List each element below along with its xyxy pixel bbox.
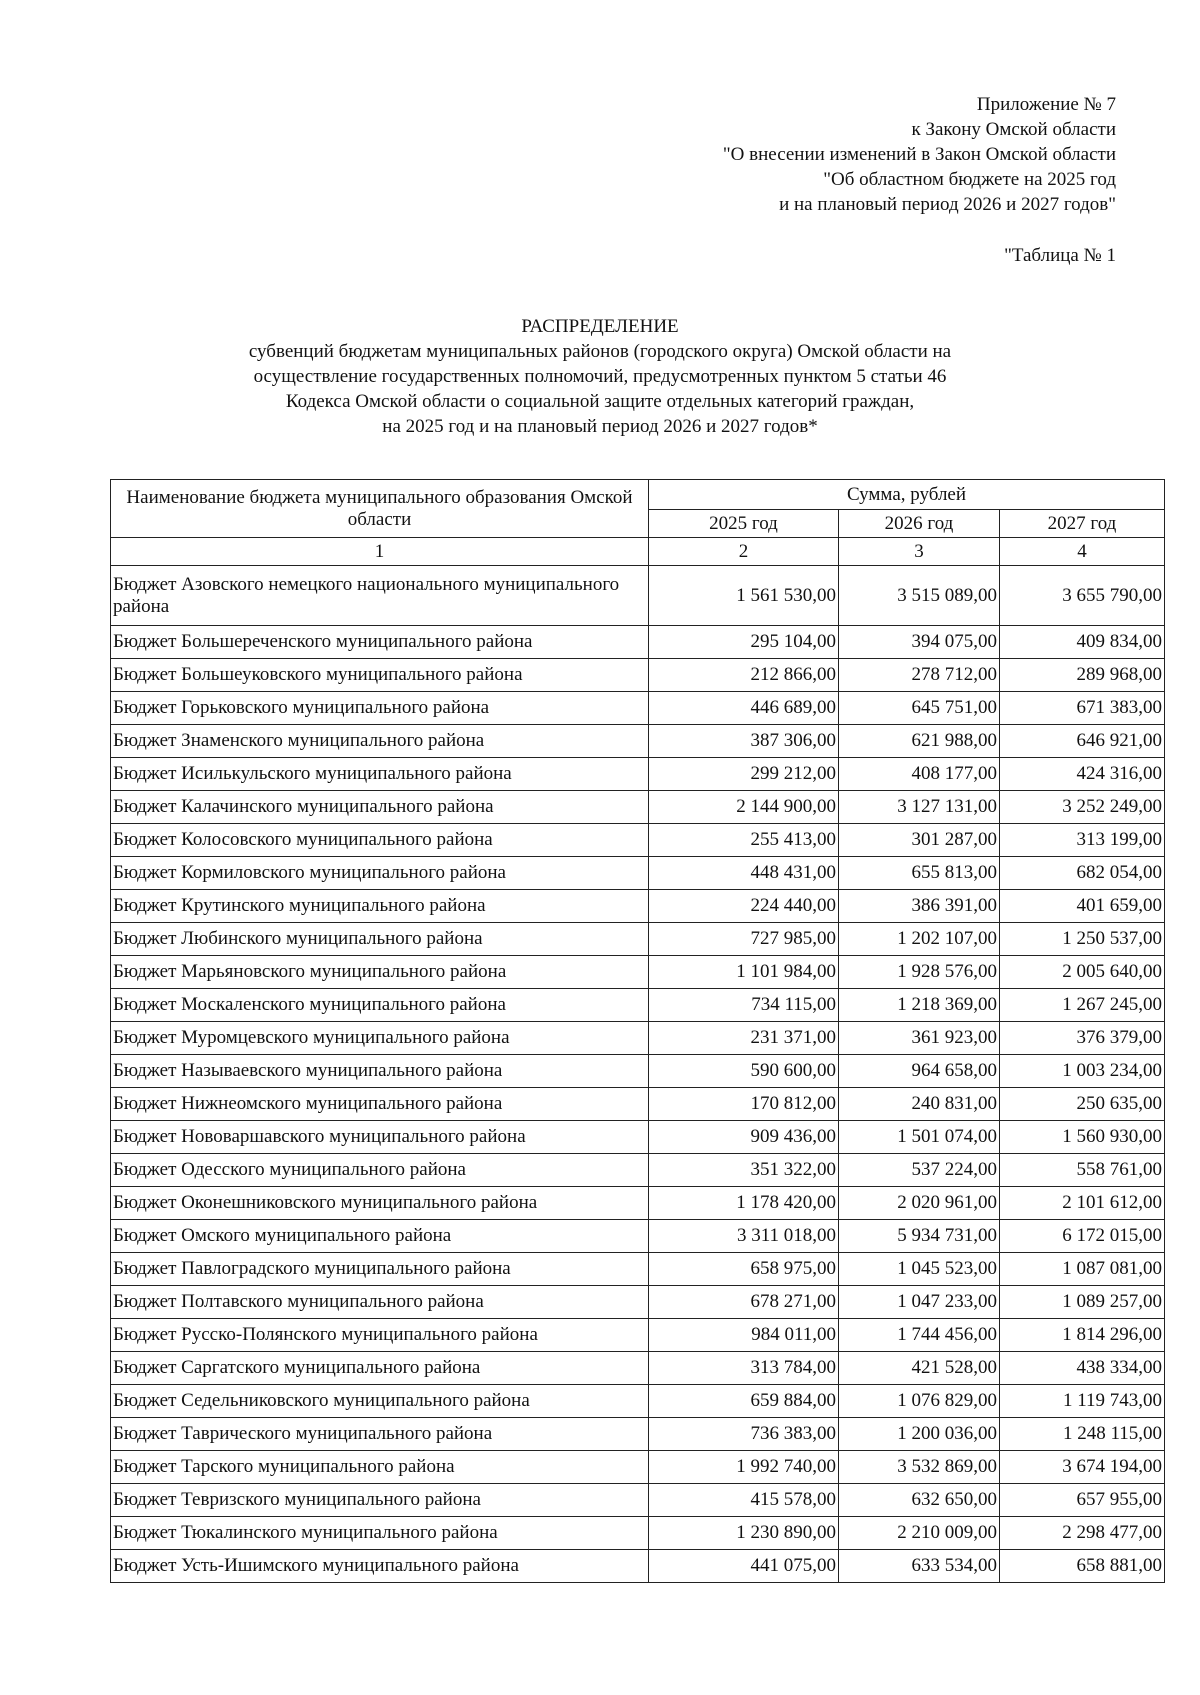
row-value-2026: 408 177,00 [839, 758, 1000, 791]
row-name-cell: Бюджет Нижнеомского муниципального района [111, 1088, 649, 1121]
table-row [111, 1154, 1165, 1187]
table-body [111, 566, 1165, 1583]
row-name-cell: Бюджет Кормиловского муниципального района [111, 857, 649, 890]
table-row [111, 1550, 1165, 1583]
row-value-2025: 1 101 984,00 [649, 956, 839, 989]
row-value-2027: 1 089 257,00 [1000, 1286, 1165, 1319]
row-value-2027: 657 955,00 [1000, 1484, 1165, 1517]
row-name-cell: Бюджет Большереченского муниципального района [111, 626, 649, 659]
row-value-2025: 299 212,00 [649, 758, 839, 791]
title-line: на 2025 год и на плановый период 2026 и 2027 годов* [382, 416, 818, 437]
row-value-2026: 1 744 456,00 [839, 1319, 1000, 1352]
row-value-2027: 3 674 194,00 [1000, 1451, 1165, 1484]
row-value-2025: 1 561 530,00 [649, 566, 839, 626]
col-number-2: 2 [649, 538, 839, 566]
row-value-2027: 376 379,00 [1000, 1022, 1165, 1055]
appendix-line: и на плановый период 2026 и 2027 годов" [779, 194, 1116, 215]
row-value-2026: 1 200 036,00 [839, 1418, 1000, 1451]
row-value-2025: 295 104,00 [649, 626, 839, 659]
table-row [111, 566, 1165, 626]
table-row [111, 692, 1165, 725]
row-value-2025: 678 271,00 [649, 1286, 839, 1319]
row-value-2027: 658 881,00 [1000, 1550, 1165, 1583]
row-value-2026: 301 287,00 [839, 824, 1000, 857]
row-value-2025: 448 431,00 [649, 857, 839, 890]
col-header-2026: 2026 год [839, 510, 1000, 538]
row-value-2026: 278 712,00 [839, 659, 1000, 692]
row-value-2025: 3 311 018,00 [649, 1220, 839, 1253]
row-value-2025: 212 866,00 [649, 659, 839, 692]
row-name-cell: Бюджет Таврического муниципального района [111, 1418, 649, 1451]
row-value-2027: 401 659,00 [1000, 890, 1165, 923]
table-row [111, 1022, 1165, 1055]
table-row [111, 725, 1165, 758]
table-row [111, 791, 1165, 824]
row-name-cell: Бюджет Называевского муниципального района [111, 1055, 649, 1088]
row-value-2025: 2 144 900,00 [649, 791, 839, 824]
row-value-2027: 1 814 296,00 [1000, 1319, 1165, 1352]
table-row [111, 824, 1165, 857]
row-name-cell: Бюджет Полтавского муниципального района [111, 1286, 649, 1319]
col-number-3: 3 [839, 538, 1000, 566]
row-value-2025: 351 322,00 [649, 1154, 839, 1187]
row-value-2027: 409 834,00 [1000, 626, 1165, 659]
row-value-2026: 3 515 089,00 [839, 566, 1000, 626]
appendix-line: Приложение № 7 [976, 94, 1116, 115]
row-name-cell: Бюджет Тарского муниципального района [111, 1451, 649, 1484]
row-value-2026: 964 658,00 [839, 1055, 1000, 1088]
row-value-2025: 231 371,00 [649, 1022, 839, 1055]
table-row [111, 1385, 1165, 1418]
table-row [111, 956, 1165, 989]
row-value-2026: 421 528,00 [839, 1352, 1000, 1385]
row-value-2026: 386 391,00 [839, 890, 1000, 923]
col-header-sum: Сумма, рублей [649, 480, 1165, 510]
row-value-2027: 671 383,00 [1000, 692, 1165, 725]
row-name-cell: Бюджет Седельниковского муниципального района [111, 1385, 649, 1418]
row-value-2025: 909 436,00 [649, 1121, 839, 1154]
row-name-cell: Бюджет Знаменского муниципального района [111, 725, 649, 758]
row-name-cell: Бюджет Горьковского муниципального района [111, 692, 649, 725]
row-value-2026: 394 075,00 [839, 626, 1000, 659]
row-value-2027: 2 298 477,00 [1000, 1517, 1165, 1550]
row-name-cell: Бюджет Колосовского муниципального района [111, 824, 649, 857]
row-value-2026: 361 923,00 [839, 1022, 1000, 1055]
row-name-cell: Бюджет Марьяновского муниципального района [111, 956, 649, 989]
row-value-2026: 1 045 523,00 [839, 1253, 1000, 1286]
row-value-2027: 1 250 537,00 [1000, 923, 1165, 956]
row-value-2027: 3 252 249,00 [1000, 791, 1165, 824]
row-value-2027: 250 635,00 [1000, 1088, 1165, 1121]
table-row [111, 1286, 1165, 1319]
table-row [111, 1055, 1165, 1088]
table-row [111, 1352, 1165, 1385]
row-value-2026: 1 202 107,00 [839, 923, 1000, 956]
appendix-line: к Закону Омской области [911, 119, 1116, 140]
table-row [111, 1253, 1165, 1286]
row-name-cell: Бюджет Большеуковского муниципального района [111, 659, 649, 692]
title-line: Кодекса Омской области о социальной защите отдельных категорий граждан, [285, 391, 915, 412]
appendix-line: "Об областном бюджете на 2025 год [823, 169, 1116, 190]
table-row [111, 659, 1165, 692]
row-value-2025: 734 115,00 [649, 989, 839, 1022]
table-row [111, 626, 1165, 659]
row-value-2025: 590 600,00 [649, 1055, 839, 1088]
row-value-2026: 3 532 869,00 [839, 1451, 1000, 1484]
row-value-2026: 1 218 369,00 [839, 989, 1000, 1022]
row-value-2026: 2 210 009,00 [839, 1517, 1000, 1550]
table-row [111, 1088, 1165, 1121]
row-value-2025: 736 383,00 [649, 1418, 839, 1451]
row-value-2027: 438 334,00 [1000, 1352, 1165, 1385]
row-value-2025: 313 784,00 [649, 1352, 839, 1385]
title-line: субвенций бюджетам муниципальных районов (городского округа) Омской области на [248, 341, 952, 362]
row-name-cell: Бюджет Саргатского муниципального района [111, 1352, 649, 1385]
row-value-2026: 537 224,00 [839, 1154, 1000, 1187]
col-header-2025: 2025 год [649, 510, 839, 538]
row-name-cell: Бюджет Азовского немецкого национального муниципального района [111, 566, 649, 626]
row-name-cell: Бюджет Оконешниковского муниципального района [111, 1187, 649, 1220]
row-value-2026: 1 047 233,00 [839, 1286, 1000, 1319]
document-title [110, 314, 1090, 439]
row-value-2027: 424 316,00 [1000, 758, 1165, 791]
table-row [111, 857, 1165, 890]
row-value-2026: 655 813,00 [839, 857, 1000, 890]
col-number-1: 1 [111, 538, 649, 566]
row-value-2025: 255 413,00 [649, 824, 839, 857]
row-value-2027: 3 655 790,00 [1000, 566, 1165, 626]
table-row [111, 989, 1165, 1022]
row-value-2026: 240 831,00 [839, 1088, 1000, 1121]
row-value-2026: 3 127 131,00 [839, 791, 1000, 824]
row-value-2025: 224 440,00 [649, 890, 839, 923]
row-name-cell: Бюджет Павлоградского муниципального района [111, 1253, 649, 1286]
row-value-2027: 2 101 612,00 [1000, 1187, 1165, 1220]
subvention-table [110, 479, 1165, 1583]
appendix-header [516, 92, 1116, 217]
row-value-2025: 658 975,00 [649, 1253, 839, 1286]
row-value-2025: 387 306,00 [649, 725, 839, 758]
row-value-2025: 441 075,00 [649, 1550, 839, 1583]
row-value-2027: 1 267 245,00 [1000, 989, 1165, 1022]
row-value-2027: 682 054,00 [1000, 857, 1165, 890]
table-row [111, 1418, 1165, 1451]
row-value-2026: 5 934 731,00 [839, 1220, 1000, 1253]
appendix-line: "О внесении изменений в Закон Омской области [722, 144, 1116, 165]
row-value-2026: 2 020 961,00 [839, 1187, 1000, 1220]
row-value-2026: 633 534,00 [839, 1550, 1000, 1583]
row-value-2026: 632 650,00 [839, 1484, 1000, 1517]
row-name-cell: Бюджет Москаленского муниципального района [111, 989, 649, 1022]
title-line: осуществление государственных полномочий, предусмотренных пунктом 5 статьи 46 [253, 366, 947, 387]
row-name-cell: Бюджет Калачинского муниципального района [111, 791, 649, 824]
row-value-2025: 1 178 420,00 [649, 1187, 839, 1220]
table-row [111, 1121, 1165, 1154]
row-value-2027: 289 968,00 [1000, 659, 1165, 692]
table-row [111, 1319, 1165, 1352]
row-name-cell: Бюджет Крутинского муниципального района [111, 890, 649, 923]
row-name-cell: Бюджет Тюкалинского муниципального района [111, 1517, 649, 1550]
row-value-2025: 415 578,00 [649, 1484, 839, 1517]
table-row [111, 1187, 1165, 1220]
row-value-2027: 1 087 081,00 [1000, 1253, 1165, 1286]
row-value-2025: 1 992 740,00 [649, 1451, 839, 1484]
row-value-2026: 1 501 074,00 [839, 1121, 1000, 1154]
row-value-2025: 170 812,00 [649, 1088, 839, 1121]
row-value-2026: 1 928 576,00 [839, 956, 1000, 989]
row-value-2027: 6 172 015,00 [1000, 1220, 1165, 1253]
col-header-name: Наименование бюджета муниципального образования Омской области [111, 480, 649, 538]
table-reference: "Таблица № 1 [1004, 245, 1116, 266]
row-name-cell: Бюджет Любинского муниципального района [111, 923, 649, 956]
table-row [111, 890, 1165, 923]
row-name-cell: Бюджет Русско-Полянского муниципального района [111, 1319, 649, 1352]
row-value-2026: 621 988,00 [839, 725, 1000, 758]
row-value-2027: 313 199,00 [1000, 824, 1165, 857]
row-name-cell: Бюджет Одесского муниципального района [111, 1154, 649, 1187]
col-header-2027: 2027 год [1000, 510, 1165, 538]
row-value-2027: 2 005 640,00 [1000, 956, 1165, 989]
row-name-cell: Бюджет Тевризского муниципального района [111, 1484, 649, 1517]
col-number-4: 4 [1000, 538, 1165, 566]
title-heading: РАСПРЕДЕЛЕНИЕ [521, 316, 679, 337]
table-row [111, 1484, 1165, 1517]
row-value-2027: 1 003 234,00 [1000, 1055, 1165, 1088]
row-name-cell: Бюджет Нововаршавского муниципального района [111, 1121, 649, 1154]
row-value-2025: 659 884,00 [649, 1385, 839, 1418]
table-row [111, 1517, 1165, 1550]
row-value-2026: 645 751,00 [839, 692, 1000, 725]
row-value-2027: 1 248 115,00 [1000, 1418, 1165, 1451]
row-value-2025: 727 985,00 [649, 923, 839, 956]
row-value-2025: 984 011,00 [649, 1319, 839, 1352]
table-header [111, 480, 1165, 566]
row-value-2027: 1 119 743,00 [1000, 1385, 1165, 1418]
table-row [111, 758, 1165, 791]
row-name-cell: Бюджет Омского муниципального района [111, 1220, 649, 1253]
table-row [111, 1451, 1165, 1484]
row-value-2025: 446 689,00 [649, 692, 839, 725]
row-name-cell: Бюджет Исилькульского муниципального района [111, 758, 649, 791]
table-row [111, 1220, 1165, 1253]
row-name-cell: Бюджет Усть-Ишимского муниципального района [111, 1550, 649, 1583]
table-row [111, 923, 1165, 956]
row-value-2027: 646 921,00 [1000, 725, 1165, 758]
row-name-cell: Бюджет Муромцевского муниципального района [111, 1022, 649, 1055]
row-value-2027: 558 761,00 [1000, 1154, 1165, 1187]
row-value-2025: 1 230 890,00 [649, 1517, 839, 1550]
row-value-2026: 1 076 829,00 [839, 1385, 1000, 1418]
row-value-2027: 1 560 930,00 [1000, 1121, 1165, 1154]
